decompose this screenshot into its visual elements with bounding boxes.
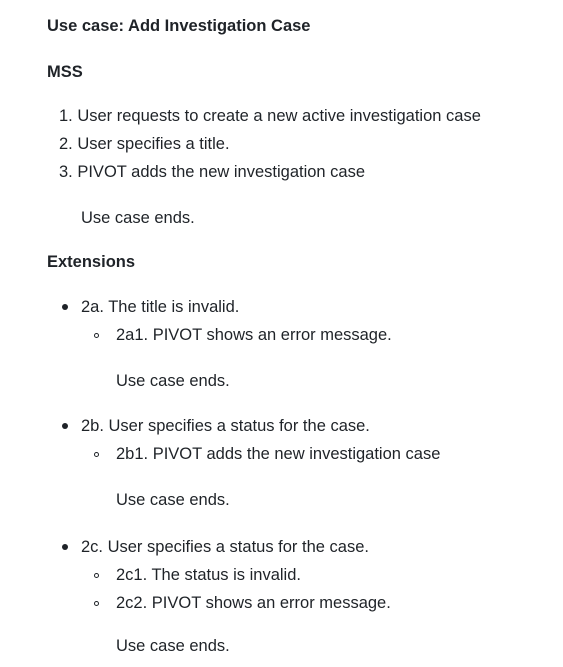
extension-end-text: Use case ends. — [116, 491, 230, 509]
extension-end-text: Use case ends. — [116, 637, 230, 655]
extension-label: 2a. The title is invalid. — [81, 298, 240, 316]
circle-bullet-icon — [94, 333, 99, 338]
extension-end-text: Use case ends. — [116, 372, 230, 390]
extension-subitem: 2b1. PIVOT adds the new investigation case — [116, 445, 441, 463]
extension-subitem: 2c2. PIVOT shows an error message. — [116, 594, 391, 612]
bullet-icon — [62, 423, 68, 429]
circle-bullet-icon — [94, 573, 99, 578]
extension-label: 2c. User specifies a status for the case. — [81, 538, 369, 556]
extensions-heading: Extensions — [47, 253, 136, 271]
bullet-icon — [62, 544, 68, 550]
extension-subitem: 2c1. The status is invalid. — [116, 566, 301, 584]
circle-bullet-icon — [94, 601, 99, 606]
mss-step: 2. User specifies a title. — [59, 135, 230, 153]
extension-subitem: 2a1. PIVOT shows an error message. — [116, 326, 392, 344]
mss-end-text: Use case ends. — [81, 209, 195, 227]
extension-label: 2b. User specifies a status for the case. — [81, 417, 370, 435]
circle-bullet-icon — [94, 452, 99, 457]
bullet-icon — [62, 304, 68, 310]
mss-step: 1. User requests to create a new active investigation case — [59, 107, 481, 125]
use-case-heading: Use case: Add Investigation Case — [47, 17, 311, 35]
mss-heading: MSS — [47, 63, 83, 81]
mss-step: 3. PIVOT adds the new investigation case — [59, 163, 366, 181]
